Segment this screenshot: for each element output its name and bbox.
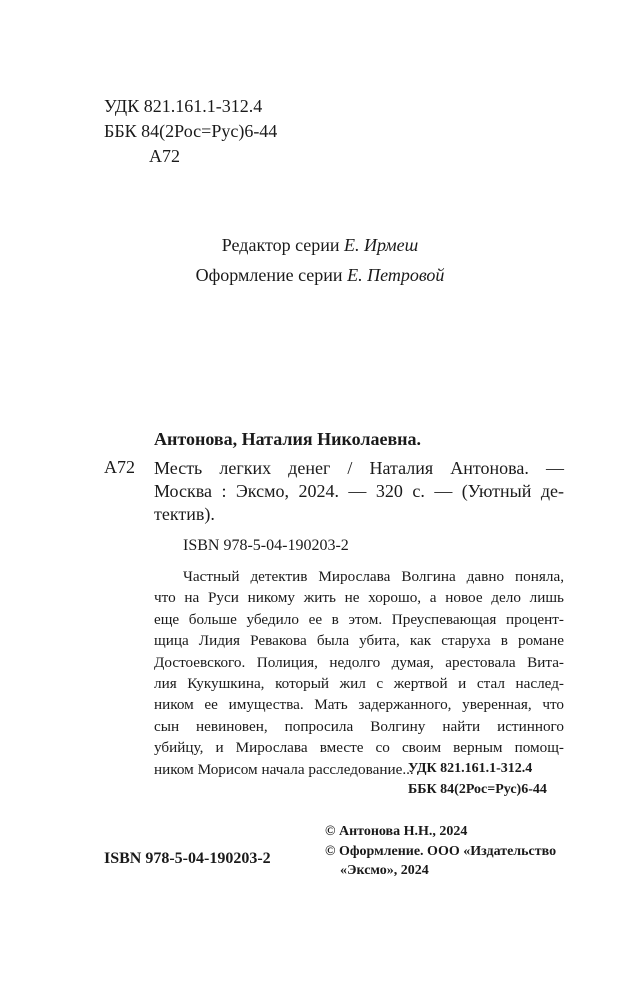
- series-editor-line: [0, 235, 640, 256]
- bibliographic-description: [154, 457, 564, 526]
- author-heading: Антонова, Наталия Николаевна.: [154, 429, 422, 449]
- series-design-label: Оформление серии: [195, 265, 343, 285]
- bibliography-line: Месть легких денег / Наталия Антонова. —: [154, 458, 564, 478]
- series-design-line: [0, 265, 640, 286]
- author-sign: А72: [149, 146, 180, 166]
- annotation-line: еще больше убедило ее в этом. Преуспевающая процент-: [154, 610, 564, 628]
- annotation-line: ником Морисом начала расследование...: [154, 760, 414, 778]
- copyright-author: © Антонова Н.Н., 2024: [325, 824, 468, 839]
- udk-code: УДК 821.161.1-312.4: [104, 96, 263, 116]
- series-editor-name: Е. Ирмеш: [344, 235, 419, 255]
- bibliography-line: Москва : Эксмо, 2024. — 320 с. — (Уютный де-: [154, 481, 564, 501]
- bibliography-line: тектив).: [154, 504, 215, 524]
- annotation-line: убийцу, и Мирослава вместе со своим верным помощ-: [154, 739, 564, 757]
- annotation-line: щица Лидия Ревакова была убита, как старуха в романе: [154, 632, 564, 650]
- bbk-code-bottom: ББК 84(2Рос=Рус)6-44: [408, 782, 547, 797]
- udk-code-bottom: УДК 821.161.1-312.4: [408, 761, 533, 776]
- series-design-name: Е. Петровой: [347, 265, 445, 285]
- classification-block-bottom: [408, 758, 547, 800]
- copyright-design: © Оформление. ООО «Издательство: [325, 843, 557, 859]
- isbn-line: ISBN 978-5-04-190203-2: [183, 537, 349, 554]
- isbn-bottom: ISBN 978-5-04-190203-2: [104, 850, 271, 867]
- annotation: [154, 566, 564, 780]
- annotation-line: что на Руси никому жить не хорошо, а новое дело лишь: [154, 589, 564, 607]
- copyright-publisher: «Эксмо», 2024: [340, 863, 429, 878]
- copyright-block: [325, 822, 556, 881]
- annotation-line: сын невиновен, попросила Волгину найти истинного: [154, 717, 564, 735]
- bbk-code: ББК 84(2Рос=Рус)6-44: [104, 121, 278, 141]
- annotation-line: ником ее имущества. Мать задержанного, уверенная, что: [154, 696, 564, 714]
- annotation-line: лия Кукушкина, который жил с жертвой и стал наслед-: [154, 675, 564, 693]
- series-editor-label: Редактор серии: [221, 235, 340, 255]
- annotation-line: Достоевского. Полиция, недолго думая, арестовала Вита-: [154, 653, 564, 671]
- bibliography-author-sign: А72: [104, 457, 135, 477]
- annotation-line: Частный детектив Мирослава Волгина давно поняла,: [183, 568, 564, 585]
- classification-block-top: [104, 94, 277, 169]
